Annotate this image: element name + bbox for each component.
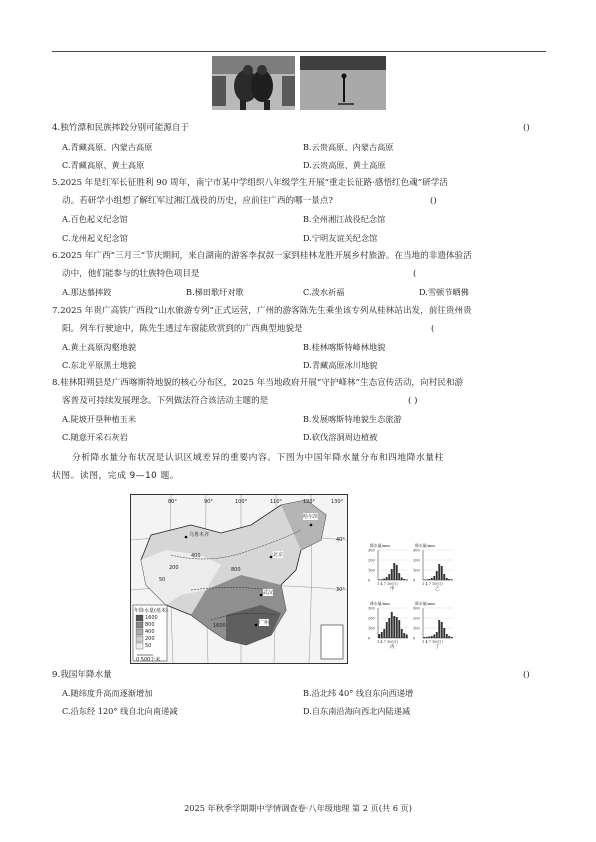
- minichart-bar: [431, 636, 433, 638]
- q6-answer-paren: (: [413, 269, 417, 279]
- minichart-bar: [433, 635, 435, 639]
- minichart-bar: [436, 632, 438, 638]
- minichart-bar: [426, 579, 428, 580]
- map-legend-800: 800: [145, 622, 155, 628]
- q8-option-d: D.砍伐溶洞周边植被: [303, 432, 378, 442]
- minichart-bar: [423, 580, 425, 581]
- minichart-ytick: 100: [413, 568, 420, 573]
- minichart-xticks: 1 4 7 10(月): [422, 582, 443, 586]
- q4-option-a: A.青藏高原、内蒙古高原: [62, 142, 153, 152]
- minichart-ytick: 300: [368, 606, 375, 611]
- minichart-bar: [431, 578, 433, 580]
- map-lon-100: 100°: [235, 499, 248, 505]
- map-city-beijing: 北京: [273, 552, 284, 558]
- minichart-ytick: 200: [413, 616, 420, 621]
- q5-answer-paren: (): [430, 196, 437, 206]
- minichart-bar: [393, 616, 395, 638]
- minichart-ytick: 0: [368, 636, 371, 641]
- minichart-name: 丙: [390, 645, 395, 650]
- minichart-bar: [443, 574, 445, 580]
- minichart-ytick: 100: [368, 568, 375, 573]
- q4-stem: 4.独竹漂和民族摔跤分别可能源自于: [52, 123, 190, 133]
- page-footer: 2025 年秋季学期期中学情调查卷·八年级地理 第 2 页(共 6 页): [184, 803, 412, 813]
- q8-stem-line1: 8.桂林阳朔县是广西喀斯特地貌的核心分布区，2025 年当地政府开展“守护峰林”生态宣传活动，向村民和游: [52, 378, 464, 388]
- q6-option-c: C.泼水祈福: [303, 287, 345, 297]
- minichart-ytick: 200: [368, 558, 375, 563]
- q7-option-b: B.桂林喀斯特峰林地貌: [303, 342, 386, 352]
- minichart-bar: [393, 563, 395, 580]
- minichart-bar: [396, 565, 398, 580]
- minichart-ytick: 300: [413, 606, 420, 611]
- minichart-bar: [378, 580, 380, 581]
- minichart-bar: [441, 622, 443, 638]
- minichart-name: 丁: [435, 645, 440, 650]
- minichart-bar: [448, 579, 450, 580]
- map-legend-50: 50: [145, 643, 152, 649]
- map-isoline-800: 800: [231, 567, 241, 573]
- map-isoline-50: 50: [159, 577, 166, 583]
- q5-option-d: D.宁明友谊关纪念馆: [303, 233, 378, 243]
- minichart-bar: [451, 580, 453, 581]
- minichart-bar: [403, 633, 405, 638]
- minichart-bar: [446, 578, 448, 580]
- q6-stem-line2: 动中，他们能参与的壮族特色项目是: [62, 269, 200, 279]
- bamboo-rafting-photo: [300, 56, 386, 110]
- minichart-ding: [413, 600, 455, 650]
- map-isoline-400: 400: [191, 553, 201, 559]
- minichart-bar: [428, 637, 430, 639]
- map-lon-110: 110°: [270, 499, 283, 505]
- map-lon-80: 80°: [168, 499, 177, 505]
- minichart-bar: [401, 578, 403, 581]
- map-city-wuhan: 武汉: [263, 590, 274, 596]
- q8-stem-line2: 客普及可持续发展理念。下列做法符合该活动主题的是: [62, 396, 269, 406]
- minichart-bar: [388, 618, 390, 638]
- map-scale-bar: 0 500千米: [136, 657, 161, 663]
- wrestling-photo: [212, 56, 295, 110]
- map-legend-200: 200: [145, 636, 155, 642]
- minichart-bar: [398, 573, 400, 580]
- minichart-bar: [438, 564, 440, 580]
- minichart-ylabel: 降水量/mm: [415, 543, 435, 548]
- minichart-ytick: 100: [413, 626, 420, 631]
- minichart-ytick: 0: [368, 578, 371, 583]
- minichart-ytick: 0: [413, 636, 416, 641]
- q9-option-c: C.沿东经 120° 线自北向南递减: [62, 706, 178, 716]
- minichart-bar: [451, 637, 453, 638]
- q6-option-a: A.那达慕摔跤: [62, 287, 112, 297]
- map-city-haerbin: 哈尔滨: [303, 514, 319, 520]
- q8-option-a: A.陡坡开垦种植玉米: [62, 414, 137, 424]
- minichart-yi: [413, 542, 455, 592]
- q5-option-a: A.百色起义纪念馆: [62, 214, 128, 224]
- map-lat-40: 40°: [336, 537, 345, 543]
- q7-option-c: C.东北平原黑土地貌: [62, 360, 137, 370]
- minichart-bar: [423, 637, 425, 638]
- minichart-bar: [406, 580, 408, 581]
- q8-option-b: B.发展喀斯特地貌生态旅游: [303, 414, 402, 424]
- minichart-bar: [443, 628, 445, 638]
- q5-stem-line1: 5.2025 年是红军长征胜利 90 周年，南宁市某中学组织八年级学生开展“重走长征路·感悟红色魂”研学活: [52, 178, 448, 188]
- map-legend-400: 400: [145, 629, 155, 635]
- map-lat-30: 30°: [336, 587, 345, 593]
- minichart-bar: [448, 636, 450, 638]
- q6-option-b: B.梯田歌圩对歌: [186, 287, 244, 297]
- q9-option-a: A.随纬度升高而逐渐增加: [62, 688, 153, 698]
- minichart-bar: [428, 579, 430, 580]
- minichart-bar: [436, 571, 438, 580]
- minichart-bar: [378, 634, 380, 638]
- q8-option-c: C.随意开采石灰岩: [62, 432, 128, 442]
- q9-option-d: D.自东南沿海向西北内陆递减: [303, 706, 411, 716]
- minichart-bar: [388, 574, 390, 580]
- section-intro-line2: 状图。读图，完成 9—10 题。: [52, 471, 180, 481]
- q9-stem: 9.我国年降水量: [52, 670, 112, 680]
- section-intro-line1: 分析降水量分布状况是认识区域差异的重要内容。下图为中国年降水量分布和四地降水量柱: [72, 453, 444, 463]
- minichart-bar: [438, 620, 440, 638]
- minichart-xticks: 1 4 7 10(月): [422, 640, 443, 644]
- minichart-bar: [433, 576, 435, 580]
- q9-option-b: B.沿北纬 40° 线自东向西递增: [303, 688, 414, 698]
- minichart-ytick: 300: [368, 548, 375, 553]
- minichart-ylabel: 降水量/mm: [370, 543, 390, 548]
- minichart-bar: [398, 620, 400, 638]
- q7-stem-line2: 阳。列车行驶途中，陈先生透过车窗能欣赏到的广西典型地貌是: [62, 324, 303, 334]
- q7-option-a: A.黄土高原沟壑地貌: [62, 342, 137, 352]
- minichart-bar: [391, 612, 393, 638]
- q4-answer-paren: (): [523, 123, 530, 133]
- minichart-bar: [396, 617, 398, 638]
- minichart-ylabel: 降水量/mm: [415, 601, 435, 606]
- minichart-bar: [406, 635, 408, 639]
- minichart-bar: [441, 566, 443, 580]
- minichart-xticks: 1 4 7 10(月): [377, 640, 398, 644]
- header-rule: [52, 51, 546, 52]
- minichart-bar: [386, 577, 388, 580]
- q6-option-d: D.雪顿节晒佛: [419, 287, 469, 297]
- q4-option-d: D.云贵高原、黄土高原: [303, 160, 386, 170]
- minichart-bar: [401, 629, 403, 638]
- minichart-jia: [368, 542, 410, 592]
- q5-stem-line2: 动。若研学小组想了解红军过湘江战役的历史，应前往广西的哪一景点?: [62, 196, 334, 206]
- q6-stem-line1: 6.2025 年广西“三月三”节庆期间，来自湖南的游客李叔叔一家到桂林龙胜开展乡村旅游。在当地的非遗体验活: [52, 251, 472, 261]
- minichart-ytick: 0: [413, 578, 416, 583]
- map-city-guangzhou: 广州: [259, 620, 270, 626]
- minichart-ytick: 200: [368, 616, 375, 621]
- minichart-name: 甲: [390, 587, 395, 592]
- map-lon-130: 130°: [331, 499, 344, 505]
- q7-answer-paren: (: [431, 324, 435, 334]
- q5-option-b: B.全州湘江战役纪念馆: [303, 214, 386, 224]
- minichart-bar: [426, 637, 428, 638]
- minichart-bing: [368, 600, 410, 650]
- q7-stem-line1: 7.2025 年贵广高铁广西段“山水旅游专列”正式运营，广州的游客陈先生乘坐该专列从桂林站出发，前往贵州贵: [52, 306, 472, 316]
- minichart-bar: [383, 579, 385, 581]
- map-isoline-200: 200: [169, 565, 179, 571]
- minichart-bar: [403, 579, 405, 580]
- map-lon-120: 120°: [303, 499, 316, 505]
- map-isoline-1600: 1600: [213, 623, 226, 629]
- minichart-bar: [391, 569, 393, 580]
- minichart-ylabel: 降水量/mm: [370, 601, 390, 606]
- minichart-bar: [386, 622, 388, 638]
- q8-answer-paren: ( ): [408, 396, 418, 406]
- minichart-xticks: 1 4 7 10(月): [377, 582, 398, 586]
- china-precipitation-map: [130, 494, 348, 664]
- minichart-ytick: 100: [368, 626, 375, 631]
- minichart-bar: [383, 629, 385, 638]
- minichart-bar: [381, 579, 383, 580]
- minichart-name: 乙: [435, 587, 440, 592]
- q4-option-b: B.云贵高原、内蒙古高原: [303, 142, 394, 152]
- minichart-ytick: 300: [413, 548, 420, 553]
- q5-option-c: C.龙州起义纪念馆: [62, 233, 128, 243]
- minichart-ytick: 200: [413, 558, 420, 563]
- map-city-wulumuqi: 乌鲁木齐: [189, 532, 210, 538]
- minichart-bar: [381, 632, 383, 638]
- minichart-bar: [446, 634, 448, 638]
- map-lon-90: 90°: [204, 499, 213, 505]
- q9-answer-paren: (): [523, 670, 530, 680]
- q7-option-d: D.青藏高原冰川地貌: [303, 360, 378, 370]
- q4-option-c: C.青藏高原、黄土高原: [62, 160, 145, 170]
- map-legend-1600: 1600: [145, 615, 158, 621]
- map-legend-title: 年降水量(毫米): [134, 608, 168, 614]
